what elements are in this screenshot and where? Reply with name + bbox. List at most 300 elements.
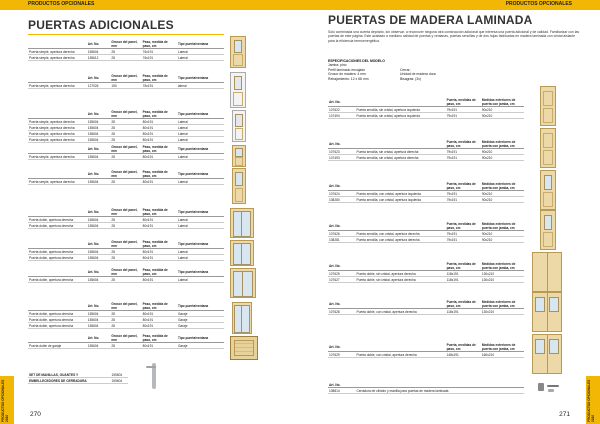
header-cell: Art. No. [87,147,100,151]
door-glass [544,215,553,230]
table-row [328,197,524,203]
table-row [328,277,524,283]
header-cell: Paso, medida de paso, cm [142,208,168,216]
header-cell: Art. No. [87,172,100,176]
door-glass [234,40,243,53]
spec-table [28,268,224,283]
table-cell: 78x191 [142,83,154,88]
header-cell: Tipo puerta/ventana [177,112,209,116]
table-cell: 90x210 [481,113,493,118]
header-cell: Tipo puerta/ventana [177,304,209,308]
header-cell: Art. No. [329,345,341,349]
header-cell: Puerta, medidas de paso, cm [446,300,476,308]
table-cell: 155604 [87,311,99,316]
table-header-row [328,222,524,231]
table-cell: 28 [111,217,115,222]
spec-table [28,240,224,261]
table-cell: Puerta doble de garaje [29,343,62,348]
table-cell: 28 [111,137,115,142]
header-cell: Paso, medida de paso, cm [142,268,168,276]
table-cell: Garaje [177,317,188,322]
table-row [328,155,524,161]
table-cell: 155604 [87,125,99,130]
table-cell: 80x191 [142,255,154,260]
table-cell: Puerta doble, apertura derecha [29,311,74,316]
table-cell: 107493 [329,155,340,160]
header-cell: Art. No. [329,100,341,104]
table-cell: 80x191 [142,179,154,184]
door-panel [235,188,243,202]
header-cell: Art. No. [87,270,100,274]
door-glass [535,297,545,312]
table-cell: 79x191 [446,107,458,112]
table-cell: 80x191 [142,137,154,142]
table-header-row [328,140,524,149]
table-cell: 28 [111,131,115,136]
spec-table [28,74,224,89]
table-cell: Puerta simple, apertura derecha [29,179,75,184]
header-cell: Medidas exteriores de puerta con jamba, cm [481,222,516,230]
table-cell: 155604 [111,378,123,383]
header-cell: Paso, medida de paso, cm [142,302,168,310]
table-cell: Lateral [177,217,188,222]
header-cell: Grosor del panel, mm [111,145,138,153]
table-cell: 76x191 [142,55,154,60]
door-panel [233,54,243,67]
table-row [28,83,224,89]
header-cell: Art. No. [87,242,100,246]
spec-table [328,98,524,119]
door-glass [549,339,559,354]
header-cell [28,208,87,217]
table-cell: 28 [111,277,115,282]
header-cell: Medidas exteriores de puerta con jamba, cm [481,262,516,270]
table-cell: Puerta sencilla, con cristal, apertura izquierda [356,191,421,196]
table-cell: 155604 [111,372,123,377]
double-door-image [532,252,562,292]
header-cell [355,182,445,191]
header-cell: Art. No. [87,42,100,46]
table-header-row [328,343,524,352]
table-cell: 155604 [87,255,99,260]
page-number: 270 [30,411,41,418]
header-cell: Puerta, medidas de paso, cm [446,222,476,230]
table-cell: Garaje [177,311,188,316]
table-cell: lateral [177,83,187,88]
window-pane [241,305,250,332]
door-panel [543,232,553,247]
table-cell: 79x191 [446,149,458,154]
header-cell: Paso, medida de paso, cm [142,40,168,48]
door-panel [543,192,553,207]
table-cell: Lateral [177,125,188,130]
door-panel [235,157,243,166]
window-pane [241,243,251,265]
table-header-row [328,262,524,271]
header-cell: Grosor del panel, mm [111,208,138,216]
table-cell: 80x191 [142,343,154,348]
spec-table [328,262,524,283]
header-cell [28,145,87,154]
table-cell: Lateral [177,255,188,260]
door-split [547,335,548,373]
table-cell: 108281 [329,237,340,242]
header-cell: Tipo puerta/ventana [177,147,209,151]
header-cell: Grosor del panel, mm [111,110,138,118]
table-cell: 107627 [329,277,340,282]
header-cell: Tipo puerta/ventana [177,210,209,214]
header-cell: Medidas exteriores de puerta con jamba, cm [481,300,516,308]
table-cell: 118x191 [446,271,459,276]
table-row [28,137,224,143]
table-row [28,223,224,229]
header-cell: Art. No. [329,382,341,387]
table-header-row [28,170,224,179]
table-cell: 28 [111,255,115,260]
table-cell: 118x191 [446,309,459,314]
door-glass [544,175,553,190]
table-cell: Lateral [177,179,188,184]
table-cell: Lateral [177,277,188,282]
door-glass [235,114,243,127]
table-cell: 107626 [329,231,340,236]
title-rule [28,34,224,35]
header-cell [355,300,445,309]
header-cell: Art. No. [329,142,341,146]
header-label: PRODUCTOS OPCIONALES [505,1,572,7]
header-cell: Art. No. [87,336,100,340]
table-cell: 155604 [87,131,99,136]
table-cell: Puerta simple, apertura derecha [29,125,75,130]
door-glass [235,172,243,186]
table-row [28,179,224,185]
header-cell [28,302,87,311]
table-cell: Puerta simple, apertura derecha [29,137,75,142]
table-row [328,352,524,358]
table-cell: 80x191 [142,277,154,282]
header-cell [28,240,87,249]
spec-row [328,77,528,81]
table-cell: Puerta doble, con cristal, apertura derecha [356,352,417,357]
table-cell: 155604 [87,154,99,159]
table-cell: 80x191 [142,217,154,222]
table-cell: Puerta doble, apertura derecha [29,277,74,282]
table-cell: Lateral [177,249,188,254]
table-cell: 80x191 [142,249,154,254]
door-image [540,170,556,210]
table-cell: 107624 [329,191,340,196]
header-cell: Paso, medida de paso, cm [142,110,168,118]
garage-panel [234,340,255,355]
table-cell: Puerta doble, con cristal, apertura derecha [356,309,417,314]
table-cell: 107623 [329,149,340,154]
table-cell: 80x191 [142,131,154,136]
table-header-row [28,240,224,249]
table-cell: Puerta sencilla, sin cristal, apertura derecha [356,155,419,160]
right-page [300,0,600,424]
table-cell: Cerradura de cilindro y manilla para puertas de madera laminada [356,388,449,393]
door-panel [543,150,553,165]
table-cell: 155604 [87,49,99,54]
table-cell: Garaje [177,323,188,328]
header-cell: Puerta, medidas de paso, cm [446,140,476,148]
table-cell: 90x210 [481,237,493,242]
table-header-row [328,98,524,107]
intro-text: Sólo combinada una cuenta depósito, sin observar, a reconocer ninguna otra construcción adicional que interesa una puerta adicional y de calidad. Familiarizar con las puertas de este página. Este acabado a mediano calidad de puertas y ventanas, puertas sencillas y de dos hojas fabricadas en madera laminada con cristal aislante para la eficiencia termoenergética. [328,30,580,43]
table-header-row [328,182,524,191]
table-cell: 28 [111,179,115,184]
table-cell: 80x191 [142,317,154,322]
header-cell: Art. No. [87,76,100,80]
header-cell: Tipo puerta/ventana [177,336,209,340]
table-cell: Puerta doble, apertura derecha [29,217,74,222]
table-header-row [328,300,524,309]
table-cell: 90x210 [481,155,493,160]
header-cell: Grosor del panel, mm [111,74,138,82]
table-cell: 79x191 [446,237,458,242]
spec-left: Rebajamiento: 12 x 68 mm [328,76,369,81]
table-cell: 150 [111,83,117,88]
window-pane [241,211,251,237]
table-row [28,55,224,61]
table-cell: Lateral [177,154,188,159]
header-cell: Tipo puerta/ventana [177,76,209,80]
door-panel [543,108,553,123]
header-cell: Grosor del panel, mm [111,302,138,310]
header-cell: Art. No. [329,224,341,228]
table-cell: Puerta simple, apertura derecha [29,55,75,60]
table-cell: 28 [111,343,115,348]
spec-left: Perfil laminado encajado [328,67,366,72]
header-cell: Medidas exteriores de puerta con jamba, cm [481,182,516,190]
page-title: PUERTAS ADICIONALES [28,18,174,32]
door-image [540,210,556,250]
header-cell: Grosor del panel, mm [111,40,138,48]
table-cell: Lateral [177,119,188,124]
header-cell: Medidas exteriores de puerta con jamba, cm [481,343,516,351]
table-row [28,277,224,283]
header-cell: Grosor del panel, mm [111,170,138,178]
window-image [230,240,254,266]
table-cell: 90x210 [481,107,493,112]
table-row [328,113,524,119]
garage-door-image [230,336,258,360]
table-cell: 80x191 [142,125,154,130]
page-number: 271 [559,411,570,418]
table-cell: 90x210 [481,197,493,202]
table-cell: Lateral [177,137,188,142]
table-cell: Puerta simple, apertura derecha [29,49,75,54]
door-panel [233,92,243,106]
table-cell: 79x191 [446,231,458,236]
table-cell: 155604 [87,277,99,282]
header-cell: Art. No. [87,210,100,214]
header-cell [355,343,445,352]
table-cell: Lateral [177,49,188,54]
table-cell: Lateral [177,223,188,228]
table-cell: 79x191 [446,191,458,196]
table-cell: 155604 [87,249,99,254]
table-header-row [28,145,224,154]
side-tab [0,376,14,424]
door-image [230,36,246,68]
header-cell [28,110,87,119]
table-cell: Puerta doble, apertura derecha [29,323,74,328]
table-cell: 155604 [87,323,99,328]
header-bar [300,0,600,10]
table-cell: 108814 [329,388,340,393]
table-cell: 155604 [87,317,99,322]
table-cell: 28 [111,317,115,322]
door-image [232,110,246,142]
header-cell: Art. No. [329,264,341,268]
header-bar [0,0,300,10]
header-cell: Tipo puerta/ventana [177,270,209,274]
lock-cylinder [538,383,544,391]
table-cell: Puerta doble, apertura derecha [29,255,74,260]
window-image [230,208,254,238]
table-cell: SET DE MANILLAS, GUANTES Y [29,372,79,377]
door-glass [535,339,545,354]
table-row [28,343,224,349]
header-cell: Tipo puerta/ventana [177,172,209,176]
table-cell: 155604 [87,137,99,142]
handle-lever [146,366,156,368]
spec-table [28,334,224,349]
header-cell [28,334,87,343]
spec-table [28,110,224,143]
window-image [232,302,252,334]
header-cell: Tipo puerta/ventana [177,42,209,46]
header-cell: Medidas exteriores de puerta con jamba, cm [481,98,516,106]
header-cell: Puerta, medidas de paso, cm [446,262,476,270]
table-cell: 155604 [87,217,99,222]
table-cell: 28 [111,49,115,54]
header-cell: Art. No. [329,302,341,306]
table-cell: 155604 [87,343,99,348]
table-header-row [28,208,224,217]
key-part [548,389,554,392]
table-cell: Puerta doble, apertura derecha [29,317,74,322]
side-tab-label: PRODUCTOS OPCIONALES 2020 [1,379,9,422]
header-cell: Paso, medida de paso, cm [142,240,168,248]
door-glass [235,148,243,157]
door-glass [234,76,243,90]
door-split [547,293,548,331]
header-cell: Paso, medida de paso, cm [142,145,168,153]
table-cell: Puerta sencilla, sin cristal, apertura izquierda [356,107,420,112]
table-cell: Puerta doble, sin cristal, apertura derecha [356,271,416,276]
table-cell: 28 [111,311,115,316]
door-image [232,145,246,167]
table-cell: 130x210 [481,309,495,314]
double-door-image [532,334,562,374]
table-cell: 108280 [329,197,340,202]
lock-set-image [538,380,560,394]
table-cell: 155604 [87,223,99,228]
door-image [232,168,246,204]
table-cell: 127026 [87,83,99,88]
header-cell: Paso, medida de paso, cm [142,170,168,178]
door-image [540,128,556,168]
table-cell: 28 [111,249,115,254]
table-cell: 80x191 [142,311,154,316]
header-cell: Paso, medida de paso, cm [142,74,168,82]
header-label: PRODUCTOS OPCIONALES [28,1,95,7]
table-row [28,323,224,329]
table-cell: Puerta sencilla, con cristal, apertura derecha [356,237,420,242]
header-cell [355,140,445,149]
spec-table [28,170,224,185]
spec-title: ESPECIFICACIONES DEL MODELO [328,59,385,63]
table-cell: Puerta sencilla, con cristal, apertura izquierda [356,197,421,202]
header-cell: Art. No. [87,304,100,308]
spec-table [328,300,524,315]
table-row [328,237,524,243]
table-cell: 76x191 [142,49,154,54]
table-cell: 118x191 [446,277,459,282]
header-cell [28,268,87,277]
table-cell: 80x191 [142,154,154,159]
spec-right: Unidad de madera dura [400,72,436,77]
table-cell: 107494 [329,113,340,118]
header-cell [355,222,445,231]
table-header-row [28,40,224,49]
spec-table [328,343,524,358]
table-cell: Garaje [177,343,188,348]
door-split [547,253,548,291]
header-cell: Art. No. [329,184,341,188]
table-cell: Puerta doble, apertura derecha [29,223,74,228]
table-cell: 90x210 [481,231,493,236]
table-cell: 79x191 [446,197,458,202]
table-cell: 160x210 [481,352,495,357]
spec-left: Jamba: pino [328,63,347,68]
table-cell: 28 [111,55,115,60]
table-cell: EMBELLECEDORES DE CERRADURA [29,378,87,383]
table-cell: 80x191 [142,323,154,328]
table-row [328,388,524,394]
table-cell: 107629 [329,352,340,357]
table-cell: 90x210 [481,191,493,196]
header-cell [355,262,445,271]
side-tab-label: PRODUCTOS OPCIONALES 2020 [587,379,595,422]
window-pane [242,271,253,297]
header-cell: Medidas exteriores de puerta con jamba, cm [481,140,516,148]
table-cell: 28 [111,154,115,159]
table-cell: 28 [111,223,115,228]
spec-table [28,40,224,61]
header-cell: Puerta, medidas de paso, cm [446,343,476,351]
header-cell [28,74,87,83]
door-panel [543,133,553,148]
table-header-row [28,334,224,343]
table-cell: 79x191 [446,113,458,118]
header-cell [355,98,445,107]
header-cell: Grosor del panel, mm [111,240,138,248]
table-header-row [28,74,224,83]
table-cell: Puerta sencilla, sin cristal, apertura derecha [356,149,419,154]
spec-table [28,302,224,329]
spec-table [28,145,224,160]
spec-block [328,59,528,81]
spec-left: Grosor de madera: 4 mm [328,72,366,77]
table-cell: Lateral [177,55,188,60]
table-header-row [28,302,224,311]
handle-part [547,385,559,387]
table-cell: Puerta simple, apertura derecha [29,154,75,159]
table-cell: Puerta doble, apertura derecha [29,249,74,254]
